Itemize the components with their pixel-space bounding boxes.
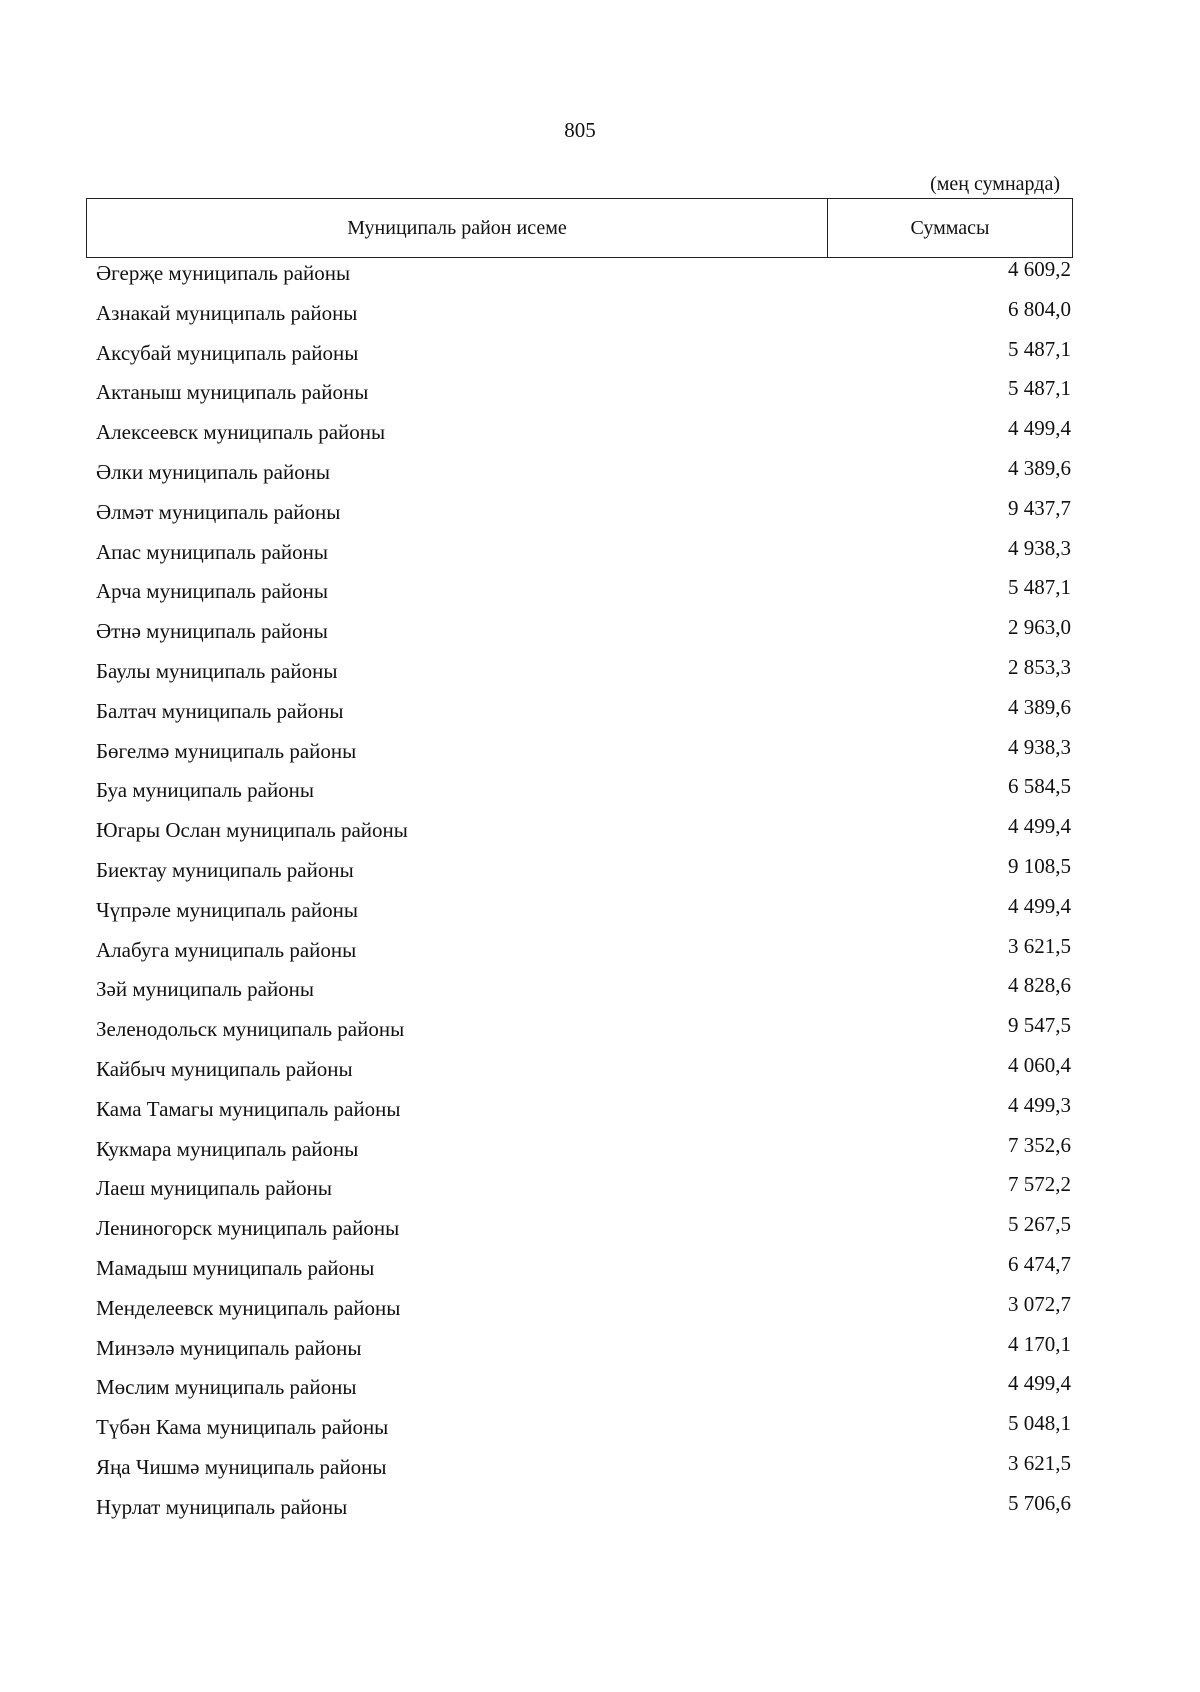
district-name: Буа муниципаль районы <box>96 778 315 803</box>
district-name: Кайбыч муниципаль районы <box>96 1056 353 1081</box>
table-row <box>96 772 1071 812</box>
district-sum: 4 499,4 <box>1008 416 1071 441</box>
district-name: Бөгелмә муниципаль районы <box>96 738 357 763</box>
district-name: Мөслим муниципаль районы <box>96 1375 357 1400</box>
table-row <box>96 1449 1071 1489</box>
table-row <box>96 932 1071 972</box>
district-name: Биектау муниципаль районы <box>96 857 354 882</box>
district-sum: 5 706,6 <box>1008 1490 1071 1515</box>
district-sum: 3 621,5 <box>1008 1450 1071 1475</box>
table-row <box>96 255 1071 295</box>
table-row <box>96 1409 1071 1449</box>
district-sum: 5 487,1 <box>1008 575 1071 600</box>
table-row <box>96 1290 1071 1330</box>
table-row <box>96 653 1071 693</box>
district-name: Чүпрәле муниципаль районы <box>96 897 358 922</box>
district-sum: 4 499,3 <box>1008 1092 1071 1117</box>
district-name: Яңа Чишмә муниципаль районы <box>96 1454 387 1479</box>
district-sum: 4 938,3 <box>1008 734 1071 759</box>
district-sum: 2 853,3 <box>1008 654 1071 679</box>
table-row <box>96 812 1071 852</box>
district-sum: 4 060,4 <box>1008 1052 1071 1077</box>
table-row <box>96 1011 1071 1051</box>
table-row <box>96 892 1071 932</box>
district-sum: 4 609,2 <box>1008 257 1071 281</box>
table-row <box>96 414 1071 454</box>
district-name: Менделеевск муниципаль районы <box>96 1295 401 1320</box>
district-name: Алексеевск муниципаль районы <box>96 420 386 445</box>
table-row <box>96 1250 1071 1290</box>
district-sum: 6 584,5 <box>1008 774 1071 799</box>
column-header-sum: Суммасы <box>910 216 990 239</box>
district-name: Нурлат муниципаль районы <box>96 1494 348 1519</box>
table-row <box>96 335 1071 375</box>
table-row <box>96 1091 1071 1131</box>
district-name: Минзәлә муниципаль районы <box>96 1335 362 1360</box>
district-sum: 2 963,0 <box>1008 615 1071 640</box>
district-sum: 3 072,7 <box>1008 1291 1071 1316</box>
district-sum: 9 547,5 <box>1008 1013 1071 1038</box>
table-row <box>96 1051 1071 1091</box>
district-name: Актаныш муниципаль районы <box>96 380 369 405</box>
table-row <box>96 971 1071 1011</box>
table-header <box>86 198 1073 258</box>
table-row <box>96 1170 1071 1210</box>
table-row <box>96 1330 1071 1370</box>
table-row <box>96 295 1071 335</box>
district-sum: 4 499,4 <box>1008 814 1071 839</box>
district-name: Зеленодольск муниципаль районы <box>96 1017 405 1042</box>
table-row <box>96 573 1071 613</box>
district-name: Апас муниципаль районы <box>96 539 328 564</box>
district-sum: 5 487,1 <box>1008 376 1071 401</box>
table-row <box>96 1489 1071 1529</box>
district-sum: 9 437,7 <box>1008 495 1071 520</box>
district-name: Алабуга муниципаль районы <box>96 937 357 962</box>
district-name: Әлки муниципаль районы <box>96 459 331 484</box>
table-body <box>96 255 1071 1529</box>
table-row <box>96 733 1071 773</box>
district-sum: 7 352,6 <box>1008 1132 1071 1157</box>
district-sum: 6 804,0 <box>1008 296 1071 321</box>
table-row <box>96 852 1071 892</box>
district-name: Лаеш муниципаль районы <box>96 1176 333 1201</box>
table-row <box>96 1210 1071 1250</box>
district-sum: 4 389,6 <box>1008 455 1071 480</box>
district-name: Мамадыш муниципаль районы <box>96 1255 375 1280</box>
district-name: Азнакай муниципаль районы <box>96 300 358 325</box>
district-sum: 9 108,5 <box>1008 853 1071 878</box>
district-name: Зәй муниципаль районы <box>96 977 315 1002</box>
district-sum: 5 487,1 <box>1008 336 1071 361</box>
table-row <box>96 613 1071 653</box>
district-name: Югары Ослан муниципаль районы <box>96 818 408 843</box>
district-sum: 7 572,2 <box>1008 1172 1071 1197</box>
table-row <box>96 534 1071 574</box>
table-row <box>96 494 1071 534</box>
table-row <box>96 693 1071 733</box>
district-name: Баулы муниципаль районы <box>96 658 338 683</box>
table-row <box>96 1131 1071 1171</box>
column-header-name: Муниципаль район исеме <box>87 199 828 257</box>
district-name: Әтнә муниципаль районы <box>96 619 328 644</box>
district-sum: 4 170,1 <box>1008 1331 1071 1356</box>
district-name: Әлмәт муниципаль районы <box>96 499 341 524</box>
unit-note: (мең сумнарда) <box>930 173 1060 195</box>
district-sum: 5 048,1 <box>1008 1411 1071 1436</box>
table-row <box>96 1369 1071 1409</box>
district-sum: 3 621,5 <box>1008 933 1071 958</box>
district-sum: 6 474,7 <box>1008 1251 1071 1276</box>
district-name: Аксубай муниципаль районы <box>96 340 359 365</box>
district-name: Лениногорск муниципаль районы <box>96 1216 400 1241</box>
district-sum: 5 267,5 <box>1008 1212 1071 1237</box>
district-name: Балтач муниципаль районы <box>96 698 344 723</box>
district-name: Түбән Кама муниципаль районы <box>96 1415 389 1440</box>
district-sum: 4 389,6 <box>1008 694 1071 719</box>
district-name: Арча муниципаль районы <box>96 579 328 604</box>
district-sum: 4 828,6 <box>1008 973 1071 998</box>
district-sum: 4 499,4 <box>1008 1371 1071 1396</box>
page-number: 805 <box>564 118 596 142</box>
district-name: Кукмара муниципаль районы <box>96 1136 359 1161</box>
table-row <box>96 454 1071 494</box>
district-sum: 4 938,3 <box>1008 535 1071 560</box>
district-name: Әгерҗе муниципаль районы <box>96 261 351 285</box>
district-name: Кама Тамагы муниципаль районы <box>96 1096 401 1121</box>
table-row <box>96 374 1071 414</box>
district-sum: 4 499,4 <box>1008 893 1071 918</box>
